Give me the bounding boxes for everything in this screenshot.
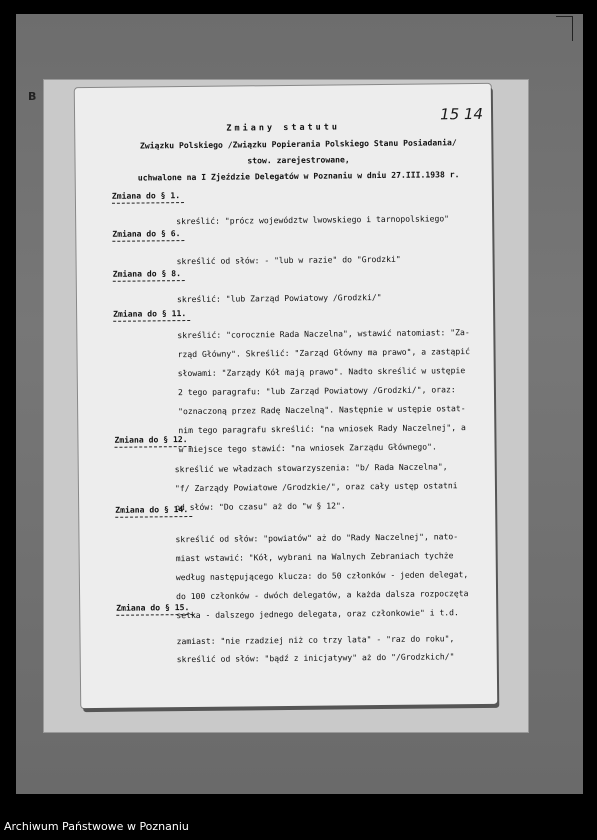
heading-line: Związku Polskiego /Związku Popierania Polskiego Stanu Posiadania/ (139, 137, 457, 151)
amendment-text: rząd Główny". Skreślić: "Zarząd Główny ma prawo", a zastąpić (177, 346, 470, 360)
page-number: 15 14 (440, 104, 484, 124)
amendment-label: Zmiana do § 15. (116, 601, 189, 616)
amendment-text: skreślić: "prócz województw lwowskiego i tarnopolskiego" (176, 213, 450, 227)
amendment-label: Zmiana do § 14. (115, 503, 188, 518)
amendment-text: według następującego klucza: do 50 członków - jeden delegat, (175, 569, 469, 583)
amendment-text: 2 tego paragrafu: "lub Zarząd Powiatowy /Grodzki/", oraz: (177, 384, 456, 398)
amendment-text: skreślić od słów: - "lub w razie" do "Grodzki" (176, 253, 401, 267)
amendment-label: Zmiana do § 6. (112, 227, 180, 242)
document-title: Zmiany statutu (226, 122, 341, 134)
heading-line: uchwalone na I Zjeździe Delegatów w Poznaniu w dniu 27.III.1938 r. (137, 169, 460, 183)
amendment-text: od słów: "Do czasu" aż do "w § 12". (175, 500, 346, 513)
amendment-text: setka - dalszego jednego delegata, oraz członkowie" i t.d. (176, 607, 459, 621)
amendment-text: w miejsce tego stawić: "na wniosek Zarządu Głównego". (178, 441, 437, 455)
amendment-label: Zmiana do § 12. (114, 433, 187, 448)
amendment-text: skreślić: "corocznie Rada Naczelna", wstawić natomiast: "Za- (177, 327, 470, 341)
amendment-text: "f/ Zarządy Powiatowe /Grodzkie/", oraz cały ustęp ostatni (174, 480, 458, 494)
amendment-text: słowami: "Zarządy Kół mają prawo". Nadto skreślić w ustępie (177, 365, 466, 379)
heading-line: stow. zarejestrowane, (247, 154, 350, 166)
film-corner-mark (556, 16, 573, 41)
film-side-mark: B (28, 90, 37, 103)
amendment-text: skreślić we władzach stowarzyszenia: "b/ Rada Naczelna", (174, 461, 448, 475)
amendment-label: Zmiana do § 1. (112, 189, 180, 204)
amendment-text: zamiast: "nie rzadziej niż co trzy lata" - "raz do roku", (176, 633, 455, 647)
amendment-text: nim tego paragrafu skreślić: "na wniosek Rady Naczelnej", a (178, 422, 466, 436)
amendment-text: skreślić od słów: "bądź z inicjatywy" aż do "/Grodzkich/" (176, 651, 455, 665)
amendment-text: do 100 członków - dwóch delegatów, a każda dalsza rozpoczęta (176, 588, 469, 602)
archive-credit: Archiwum Państwowe w Poznaniu (4, 820, 189, 833)
amendment-label: Zmiana do § 8. (113, 267, 181, 282)
amendment-text: miast wstawić: "Kół, wybrani na Walnych Zebraniach tychże (175, 550, 454, 564)
amendment-text: "oznaczoną przez Radę Naczelną". Następnie w ustępie ostat- (178, 403, 466, 417)
document-page (75, 84, 497, 708)
amendment-text: skreślić: "lub Zarząd Powiatowy /Grodzki/" (176, 291, 382, 305)
amendment-label: Zmiana do § 11. (113, 307, 186, 322)
amendment-text: skreślić od słów: "powiatów" aż do "Rady Naczelnej", nato- (175, 531, 459, 545)
